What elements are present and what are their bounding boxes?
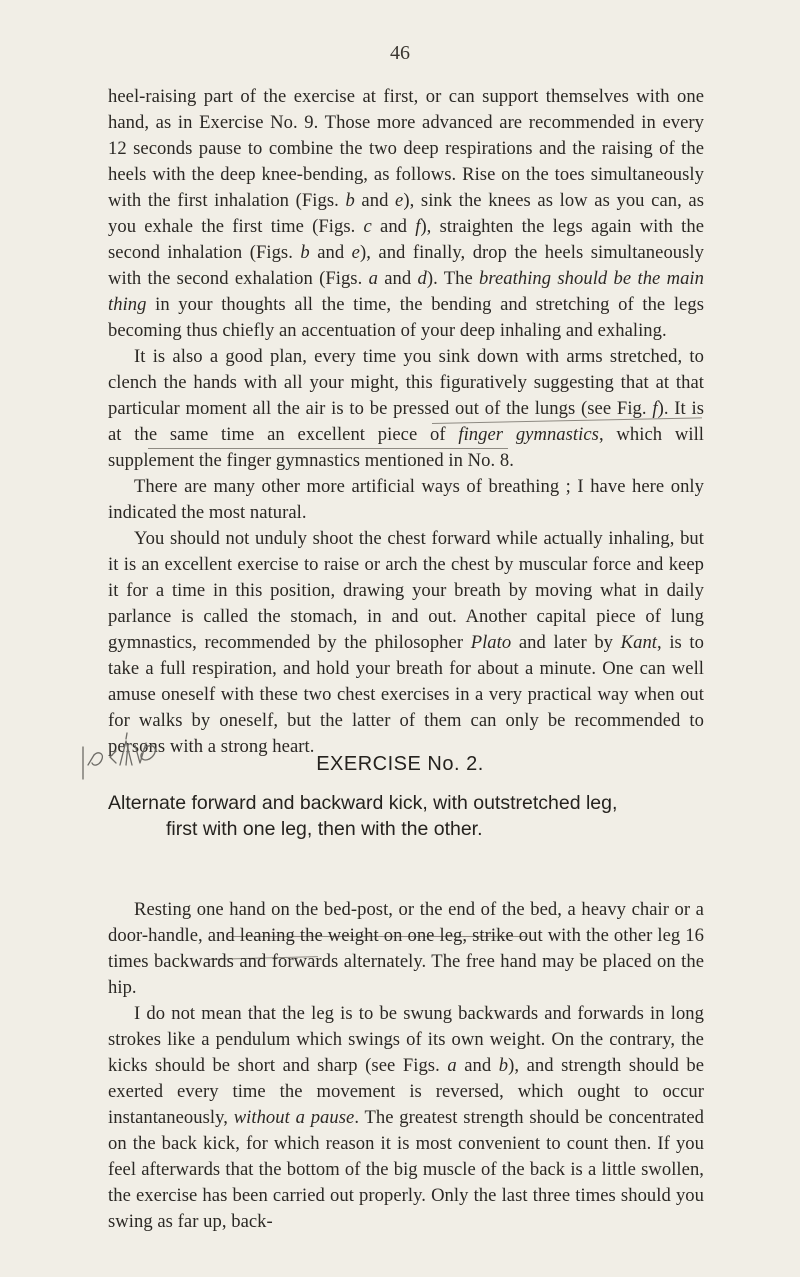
paragraph: I do not mean that the leg is to be swung backwards and forwards in long strokes like a pendulum which swings of its own weight. On the contrary, the kicks should be short and sharp (see Figs. a and b), and strength should be exerted every time the movement is reversed, which ought to occur instantaneously, without a pause. The greatest strength should be concentrated on the back kick, for which reason it is most convenient to count then. If you feel afterwards that the bottom of the big muscle of the back is a little swollen, the exercise has been carried out properly. Only the last three times should you swing as far up, back- — [108, 1003, 704, 1232]
top-text-section — [108, 84, 704, 760]
paragraph: Resting one hand on the bed-post, or the end of the bed, a heavy chair or a door-handle, and leaning the weight on one leg, strike out with the other leg 16 times backwards and forwards alternately. The free hand may be placed on the hip. — [108, 899, 704, 998]
bottom-text-section — [108, 897, 704, 1235]
paragraph: heel-raising part of the exercise at first, or can support themselves with one hand, as in Exercise No. 9. Those more advanced are recommended in every 12 seconds pause to combine the two deep respirations and the raising of the heels with the deep knee-bending, as follows. Rise on the toes simultaneously with the first inhalation (Figs. b and e), sink the knees as low as you can, as you exhale the first time (Figs. c and f), straighten the legs again with the second inhalation (Figs. b and e), and finally, drop the heels simultaneously with the second exhalation (Figs. a and d). The breathing should be the main thing in your thoughts all the time, the bending and stretching of the legs becoming thus chiefly an accentuation of your deep inhaling and exhaling. — [108, 86, 705, 341]
exercise-subheading: Alternate forward and backward kick, with outstretched leg, first with one leg, then with the other. — [108, 792, 618, 840]
page-number: 46 — [390, 42, 410, 64]
exercise-heading: EXERCISE No. 2. — [316, 753, 484, 775]
paragraph: It is also a good plan, every time you sink down with arms stretched, to clench the hands with all your might, this figuratively suggesting that at that particular moment all the air is to be pressed out of the lungs (see Fig. f). It is at the same time an excellent piece of finger gymnastics, which will supplement the finger gymnastics mentioned in No. 8. — [108, 346, 705, 471]
paragraph: There are many other more artificial ways of breathing ; I have here only indicated the most natural. — [108, 476, 704, 523]
paragraph: You should not unduly shoot the chest forward while actually inhaling, but it is an excellent exercise to raise or arch the chest by muscular force and keep it for a time in this position, drawing your breath by moving what in daily parlance is called the stomach, in and out. Another capital piece of lung gymnastics, recommended by the philosopher Plato and later by Kant, is to take a full respiration, and hold your breath for about a minute. One can well amuse oneself with these two chest exercises in a very practical way when out for walks by oneself, but the latter of them can only be recommended to persons with a strong heart. — [108, 528, 704, 757]
pencil-underline — [148, 448, 508, 449]
